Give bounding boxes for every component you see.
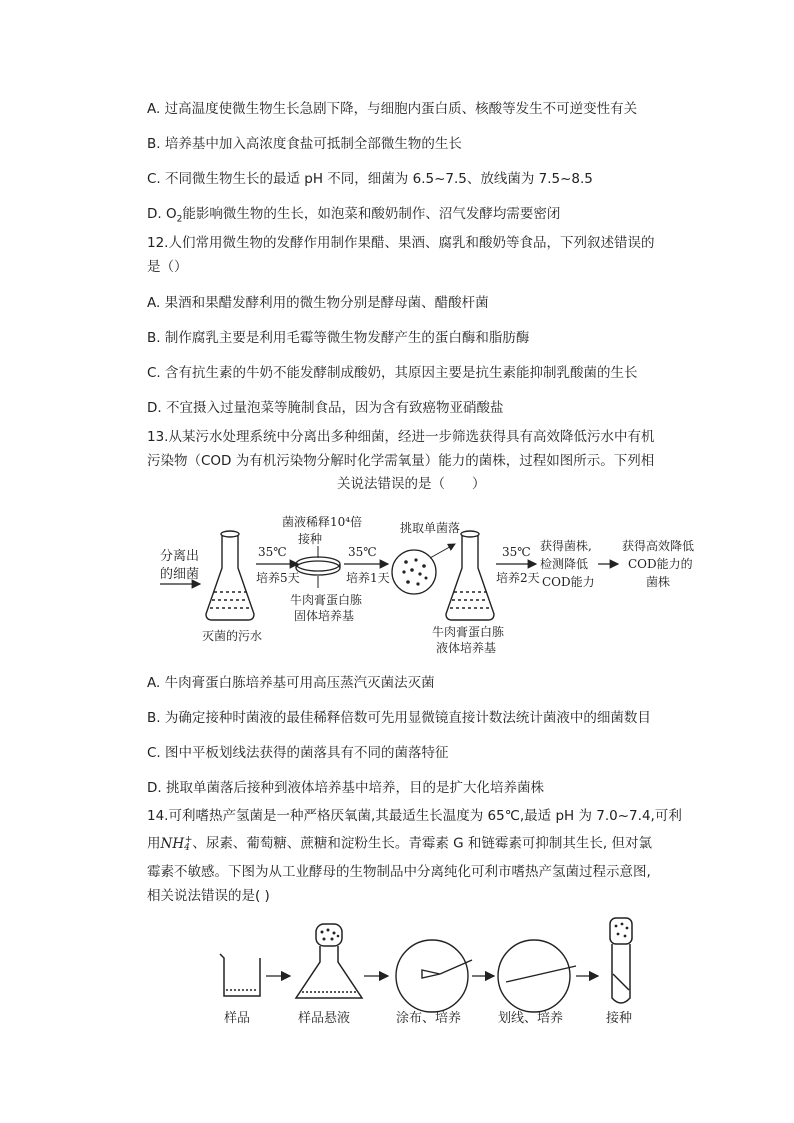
fig-plate-line1: 牛肉膏蛋白胨 [290,593,363,607]
fig2-step4-label: 划线、培养 [498,1011,564,1026]
fig2-step5-label: 接种 [606,1011,633,1026]
q14-stem [147,804,717,908]
q13-stem-line2: 污染物（COD 为有机污染物分解时化学需氧量）能力的菌株，过程如图所示。下列相 [147,453,655,469]
fig-dilute-line2: 接种 [298,532,323,546]
q11-option-d-subscript: 2 [176,214,183,225]
fig-temp-2: 35℃ [348,545,377,559]
q14-stem-line2 [147,828,717,860]
q11-option-c: C. 不同微生物生长的最适 pH 不同，细菌为 6.5~7.5、放线菌为 7.5~8.5 [147,171,593,187]
fig-source-line1: 分离出 [160,549,200,564]
q14-stem-line1: 14.可利嗜热产氢菌是一种严格厌氧菌,其最适生长温度为 65℃,最适 pH 为 7.0~7.4,可利 [147,808,682,824]
colony-plate-icon [392,550,436,594]
q12-stem-line2: 是（） [147,259,188,275]
q11-option-d-text: 能影响微生物的生长，如泡菜和酸奶制作、沼气发酵均需要密闭 [182,206,561,222]
fig-flask2-line1: 牛肉膏蛋白胨 [432,625,505,639]
fig-result1-line2: 检测降低 [540,557,589,571]
fig-flask1-label: 灭菌的污水 [202,629,263,643]
q13-stem-line1: 13.从某污水处理系统中分离出多种细菌，经进一步筛选获得具有高效降低污水中有机 [147,429,655,445]
culture-flask-icon [296,924,362,998]
flask-1-icon [206,531,254,620]
q13-stem-line3: 关说法错误的是（ ） [337,476,486,492]
q11-option-d [147,202,560,225]
q12-stem [147,231,707,279]
ammonium-symbol: NH [160,835,185,852]
q12-stem-line1: 12.人们常用微生物的发酵作用制作果醋、果酒、腐乳和酸奶等食品，下列叙述错误的 [147,235,655,251]
q14-figure [210,912,650,1034]
fig-result2-line3: 菌株 [646,575,671,589]
q11-option-a: A. 过高温度使微生物生长急剧下降，与细胞内蛋白质、核酸等发生不可逆变性有关 [147,101,638,117]
q13-stem [147,425,707,473]
fig-plate-line2: 固体培养基 [294,609,355,623]
beaker-icon [220,954,260,996]
flask-2-icon [446,531,494,620]
fig-result1-line3: COD能力 [542,575,595,589]
q12-option-d: D. 不宜摄入过量泡菜等腌制食品，因为含有致癌物亚硝酸盐 [147,400,504,416]
q14-stem-line4: 相关说法错误的是( ) [147,887,270,904]
fig-cult-3: 培养2天 [496,571,540,585]
q14-stem-line2-prefix: 用 [147,835,161,852]
fig-dilute-line1: 菌液稀释10⁴倍 [282,515,363,529]
ammonium-subscript: 4 [184,842,190,853]
fig-cult-1: 培养5天 [256,571,300,585]
fig-result2-line1: 获得高效降低 [622,539,695,553]
fig-temp-1: 35℃ [258,545,287,559]
q13-option-a: A. 牛肉膏蛋白胨培养基可用高压蒸汽灭菌法灭菌 [147,675,435,691]
q14-stem-line3: 霉素不敏感。下图为从工业酵母的生物制品中分离纯化可利市嗜热产氢菌过程示意图, [147,863,651,880]
fig2-step1-label: 样品 [224,1011,251,1026]
q13-figure [150,508,710,658]
streak-plate-icon [498,940,576,1012]
spread-plate-icon [396,940,472,1012]
q11-option-b: B. 培养基中加入高浓度食盐可抵制全部微生物的生长 [147,136,462,152]
fig-flask2-line2: 液体培养基 [436,641,497,655]
fig2-step3-label: 涂布、培养 [396,1011,462,1026]
ammonium-formula [161,836,193,852]
fig-temp-3: 35℃ [502,545,531,559]
q13-option-b: B. 为确定接种时菌液的最佳稀释倍数可先用显微镜直接计数法统计菌液中的细菌数目 [147,710,651,726]
petri-dish-icon [296,557,340,575]
q13-option-c: C. 图中平板划线法获得的菌落具有不同的菌落特征 [147,745,449,761]
fig2-step2-label: 样品悬液 [298,1011,351,1026]
fig-cult-2: 培养1天 [346,571,390,585]
fig-result2-line2: COD能力的 [628,557,693,571]
q13-option-d: D. 挑取单菌落后接种到液体培养基中培养，目的是扩大化培养菌株 [147,780,544,796]
q12-option-a: A. 果酒和果醋发酵利用的微生物分别是酵母菌、醋酸杆菌 [147,295,489,311]
fig-result1-line1: 获得菌株, [540,539,592,553]
fig-source-line2: 的细菌 [160,567,200,582]
q12-option-c: C. 含有抗生素的牛奶不能发酵制成酸奶，其原因主要是抗生素能抑制乳酸菌的生长 [147,365,638,381]
q14-stem-line2-text: 、尿素、葡萄糖、蔗糖和淀粉生长。青霉素 G 和链霉素可抑制其生长, 但对氯 [192,835,653,852]
test-tube-icon [610,918,632,1003]
q11-option-d-prefix: D. O [147,206,177,222]
fig-pick-label: 挑取单菌落 [400,521,461,535]
ammonium-charge: + [184,835,193,845]
q12-option-b: B. 制作腐乳主要是利用毛霉等微生物发酵产生的蛋白酶和脂肪酶 [147,330,530,346]
